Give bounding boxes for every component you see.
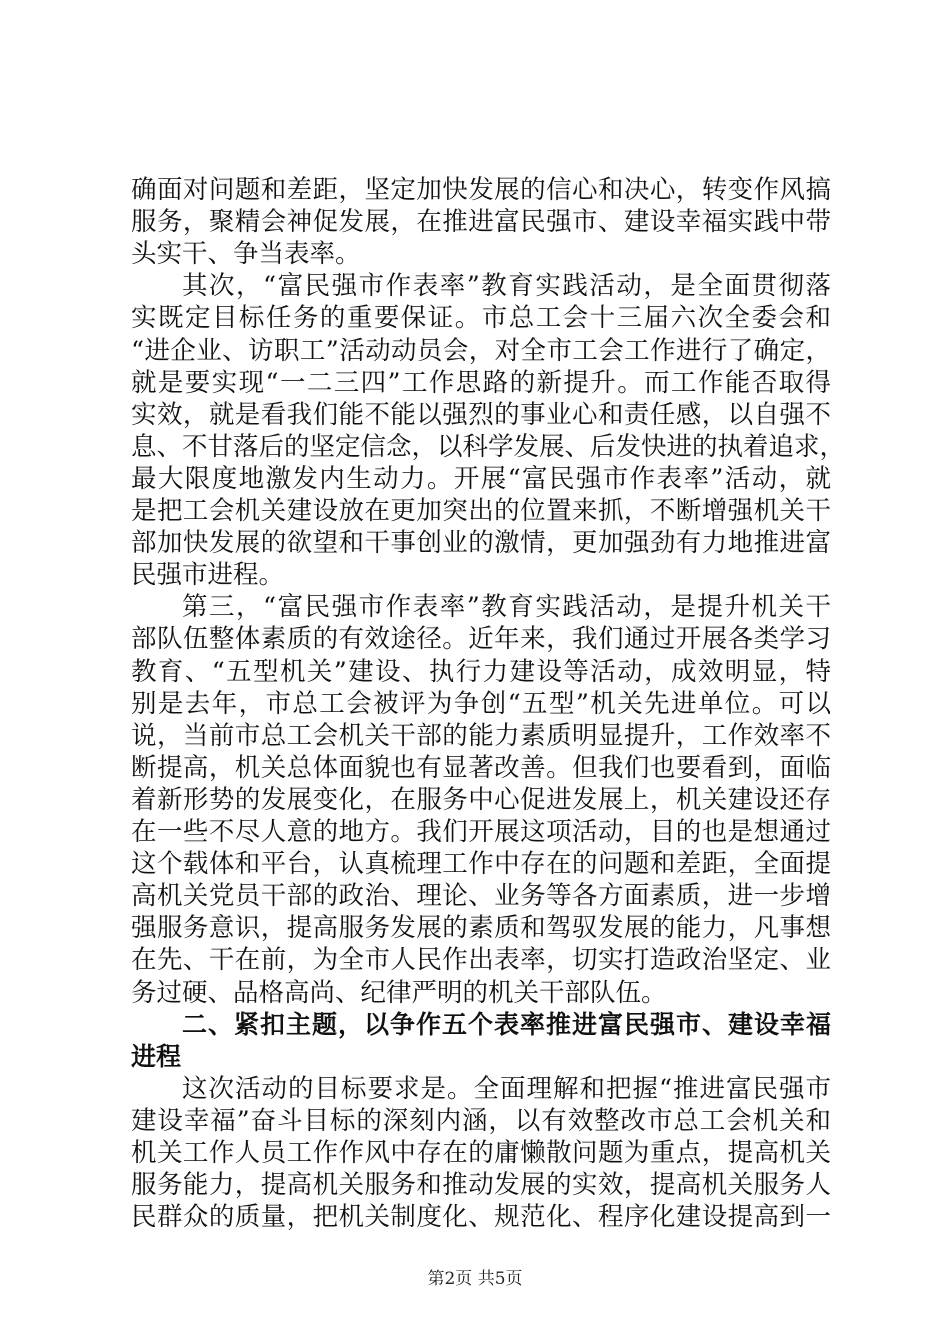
text-line: 这次活动的目标要求是。全面理解和把握“推进富民强市 xyxy=(182,1073,831,1104)
text-line: 这个载体和平台，认真梳理工作中存在的问题和差距，全面提 xyxy=(131,849,831,880)
text-line: 头实干、争当表率。 xyxy=(131,239,361,270)
text-line: 就是要实现“一二三四”工作思路的新提升。而工作能否取得 xyxy=(131,367,831,398)
text-line: “进企业、访职工”活动动员会，对全市工会工作进行了确定， xyxy=(131,335,831,366)
text-line: 别是去年，市总工会被评为争创“五型”机关先进单位。可以 xyxy=(131,688,831,719)
text-line: 服务，聚精会神促发展，在推进富民强市、建设幸福实践中带 xyxy=(131,207,831,238)
text-line: 部加快发展的欲望和干事创业的激情，更加强劲有力地推进富 xyxy=(131,528,831,559)
text-line: 机关工作人员工作作风中存在的庸懒散问题为重点，提高机关 xyxy=(131,1138,831,1168)
text-line: 实效，就是看我们能不能以强烈的事业心和责任感，以自强不 xyxy=(131,399,831,430)
text-line: 息、不甘落后的坚定信念，以科学发展、后发快进的执着追求， xyxy=(131,431,846,462)
section-heading-line: 进程 xyxy=(131,1041,182,1071)
text-line: 其次，“富民强市作表率”教育实践活动，是全面贯彻落 xyxy=(182,271,831,302)
text-line: 服务能力，提高机关服务和推动发展的实效，提高机关服务人 xyxy=(131,1170,831,1201)
text-line: 最大限度地激发内生动力。开展“富民强市作表率”活动，就 xyxy=(131,463,831,494)
text-line: 民群众的质量，把机关制度化、规范化、程序化建设提高到一 xyxy=(131,1202,831,1233)
text-line: 确面对问题和差距，坚定加快发展的信心和决心，转变作风搞 xyxy=(131,175,831,205)
text-line: 是把工会机关建设放在更加突出的位置来抓，不断增强机关干 xyxy=(131,496,831,526)
page-footer: 第2页 共5页 xyxy=(427,1269,523,1289)
text-line: 断提高，机关总体面貌也有显著改善。但我们也要看到，面临 xyxy=(131,752,831,783)
text-line: 实既定目标任务的重要保证。市总工会十三届六次全委会和 xyxy=(131,303,831,334)
text-line: 强服务意识，提高服务发展的素质和驾驭发展的能力，凡事想 xyxy=(131,913,831,944)
section-heading-line: 二、紧扣主题，以争作五个表率推进富民强市、建设幸福 xyxy=(182,1009,831,1039)
text-line: 在先、干在前，为全市人民作出表率，切实打造政治坚定、业 xyxy=(131,945,831,976)
text-line: 高机关党员干部的政治、理论、业务等各方面素质，进一步增 xyxy=(131,881,831,912)
text-line: 部队伍整体素质的有效途径。近年来，我们通过开展各类学习 xyxy=(131,624,831,655)
text-line: 着新形势的发展变化，在服务中心促进发展上，机关建设还存 xyxy=(131,784,831,815)
text-line: 务过硬、品格高尚、纪律严明的机关干部队伍。 xyxy=(131,977,667,1008)
text-line: 在一些不尽人意的地方。我们开展这项活动，目的也是想通过 xyxy=(131,817,831,847)
text-line: 第三，“富民强市作表率”教育实践活动，是提升机关干 xyxy=(182,592,831,623)
text-line: 说，当前市总工会机关干部的能力素质明显提升，工作效率不 xyxy=(131,720,831,751)
text-line: 教育、“五型机关”建设、执行力建设等活动，成效明显，特 xyxy=(131,656,831,687)
text-line: 民强市进程。 xyxy=(131,560,285,591)
text-line: 建设幸福”奋斗目标的深刻内涵，以有效整改市总工会机关和 xyxy=(131,1105,831,1136)
